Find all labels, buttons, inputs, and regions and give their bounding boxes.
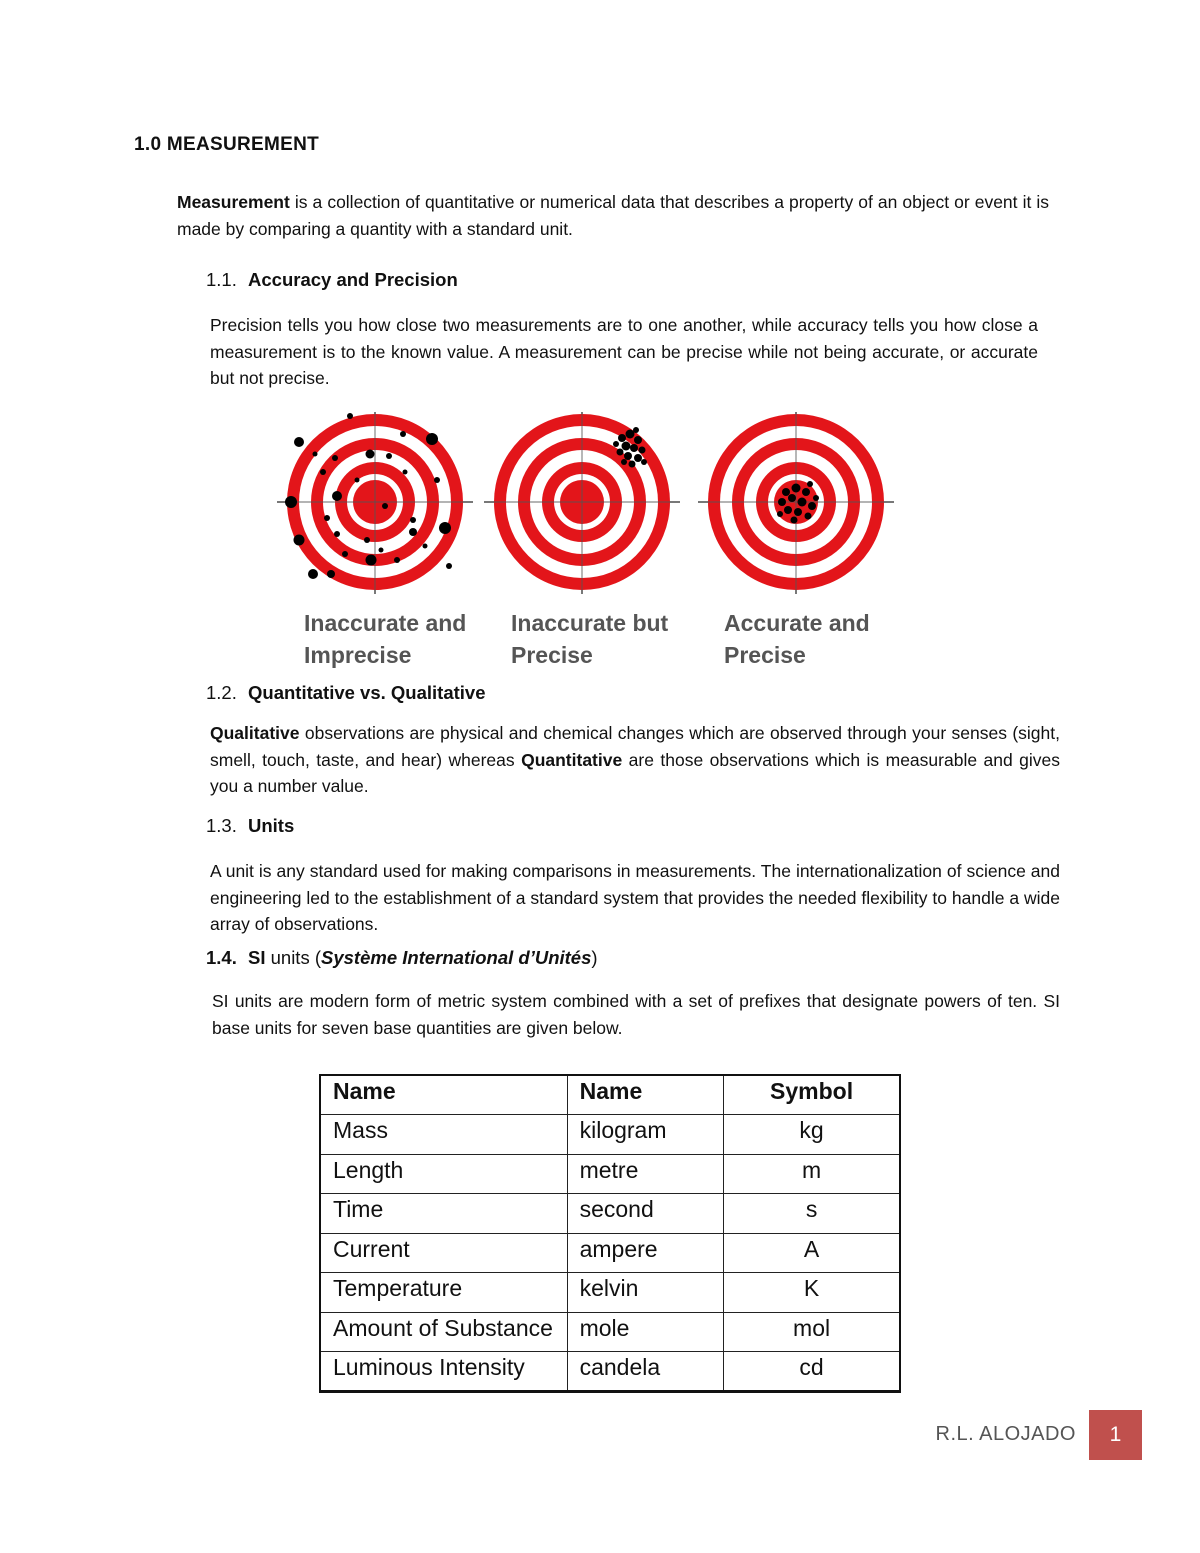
section-number: 1.2. — [206, 682, 237, 703]
table-row — [320, 1194, 900, 1234]
quantity-cell: Current — [320, 1233, 567, 1273]
target-inaccurate-precise — [484, 412, 680, 594]
quantity-cell: Luminous Intensity — [320, 1352, 567, 1392]
section-number: 1.3. — [206, 815, 237, 836]
section-number: 1.4. — [206, 947, 237, 968]
si-french-name: Système International d’Unités — [321, 947, 592, 968]
qualitative-text: observations are physical and chemical changes which are observed through your senses (sight, smell, touch, taste, and hear) whereas — [210, 723, 1060, 770]
table-row — [320, 1233, 900, 1273]
section-1-1-heading — [206, 269, 458, 291]
quantity-cell: Amount of Substance — [320, 1312, 567, 1352]
section-title: Units — [248, 815, 295, 836]
page-heading: 1.0 MEASUREMENT — [134, 134, 320, 155]
header-unit-name: Name — [567, 1075, 724, 1115]
caption-inaccurate-precise: Inaccurate but Precise — [511, 610, 669, 668]
target-inaccurate-imprecise — [277, 412, 473, 594]
header-symbol: Symbol — [724, 1075, 900, 1115]
qualitative-term: Qualitative — [210, 723, 300, 743]
table-row — [320, 1154, 900, 1194]
section-title: Accuracy and Precision — [248, 269, 458, 290]
caption-inaccurate-imprecise: Inaccurate and Imprecise — [304, 610, 467, 668]
intro-paragraph — [177, 189, 1049, 242]
section-number: 1.1. — [206, 269, 237, 290]
symbol-cell: m — [724, 1154, 900, 1194]
section-1-1-body: Precision tells you how close two measurements are to one another, while accuracy tells you how close a measurement is to the known value. A measurement can be precise while not being accurate, or accurate but not precise. — [210, 315, 1038, 388]
quantity-cell: Length — [320, 1154, 567, 1194]
section-1-3-heading — [206, 815, 294, 837]
si-units-table — [319, 1074, 901, 1393]
footer-author: R.L. ALOJADO — [935, 1423, 1076, 1445]
unit-cell: ampere — [567, 1233, 724, 1273]
symbol-cell: cd — [724, 1352, 900, 1392]
target-accurate-precise — [698, 412, 894, 594]
unit-cell: metre — [567, 1154, 724, 1194]
header-quantity-name: Name — [320, 1075, 567, 1115]
quantitative-text: are those observations which is measurable and gives you a number value. — [210, 749, 1061, 796]
si-title-close: ) — [591, 947, 598, 968]
section-1-4-heading — [206, 947, 598, 969]
section-1-2-body — [210, 720, 1060, 800]
table-row — [320, 1312, 900, 1352]
si-title-units: units ( — [265, 947, 322, 968]
quantity-cell: Time — [320, 1194, 567, 1234]
accuracy-precision-figure — [268, 402, 908, 602]
section-title: Quantitative vs. Qualitative — [248, 682, 486, 703]
symbol-cell: A — [724, 1233, 900, 1273]
unit-cell: second — [567, 1194, 724, 1234]
si-abbrev: SI — [248, 947, 266, 968]
intro-text: is a collection of quantitative or numerical data that describes a property of an object or event it is made by comparing a quantity with a standard unit. — [177, 192, 1049, 239]
quantity-cell: Mass — [320, 1115, 567, 1155]
table-row — [320, 1273, 900, 1313]
table-row — [320, 1115, 900, 1155]
unit-cell: kilogram — [567, 1115, 724, 1155]
unit-cell: mole — [567, 1312, 724, 1352]
quantity-cell: Temperature — [320, 1273, 567, 1313]
section-1-3-body: A unit is any standard used for making comparisons in measurements. The internationalization of science and engineering led to the establishment of a standard system that provides the needed flexibility to handle a wide array of observations. — [210, 861, 1060, 934]
unit-cell: candela — [567, 1352, 724, 1392]
caption-accurate-precise: Accurate and Precise — [724, 610, 870, 668]
intro-term: Measurement — [177, 192, 290, 212]
symbol-cell: mol — [724, 1312, 900, 1352]
page-number: 1 — [1089, 1410, 1142, 1460]
section-1-4-body: SI units are modern form of metric system combined with a set of prefixes that designate powers of ten. SI base units for seven base quantities are given below. — [212, 991, 1060, 1038]
symbol-cell: s — [724, 1194, 900, 1234]
quantitative-term: Quantitative — [521, 749, 623, 770]
section-1-2-heading — [206, 682, 486, 704]
symbol-cell: K — [724, 1273, 900, 1313]
table-header-row — [320, 1075, 900, 1115]
unit-cell: kelvin — [567, 1273, 724, 1313]
symbol-cell: kg — [724, 1115, 900, 1155]
table-row — [320, 1352, 900, 1392]
